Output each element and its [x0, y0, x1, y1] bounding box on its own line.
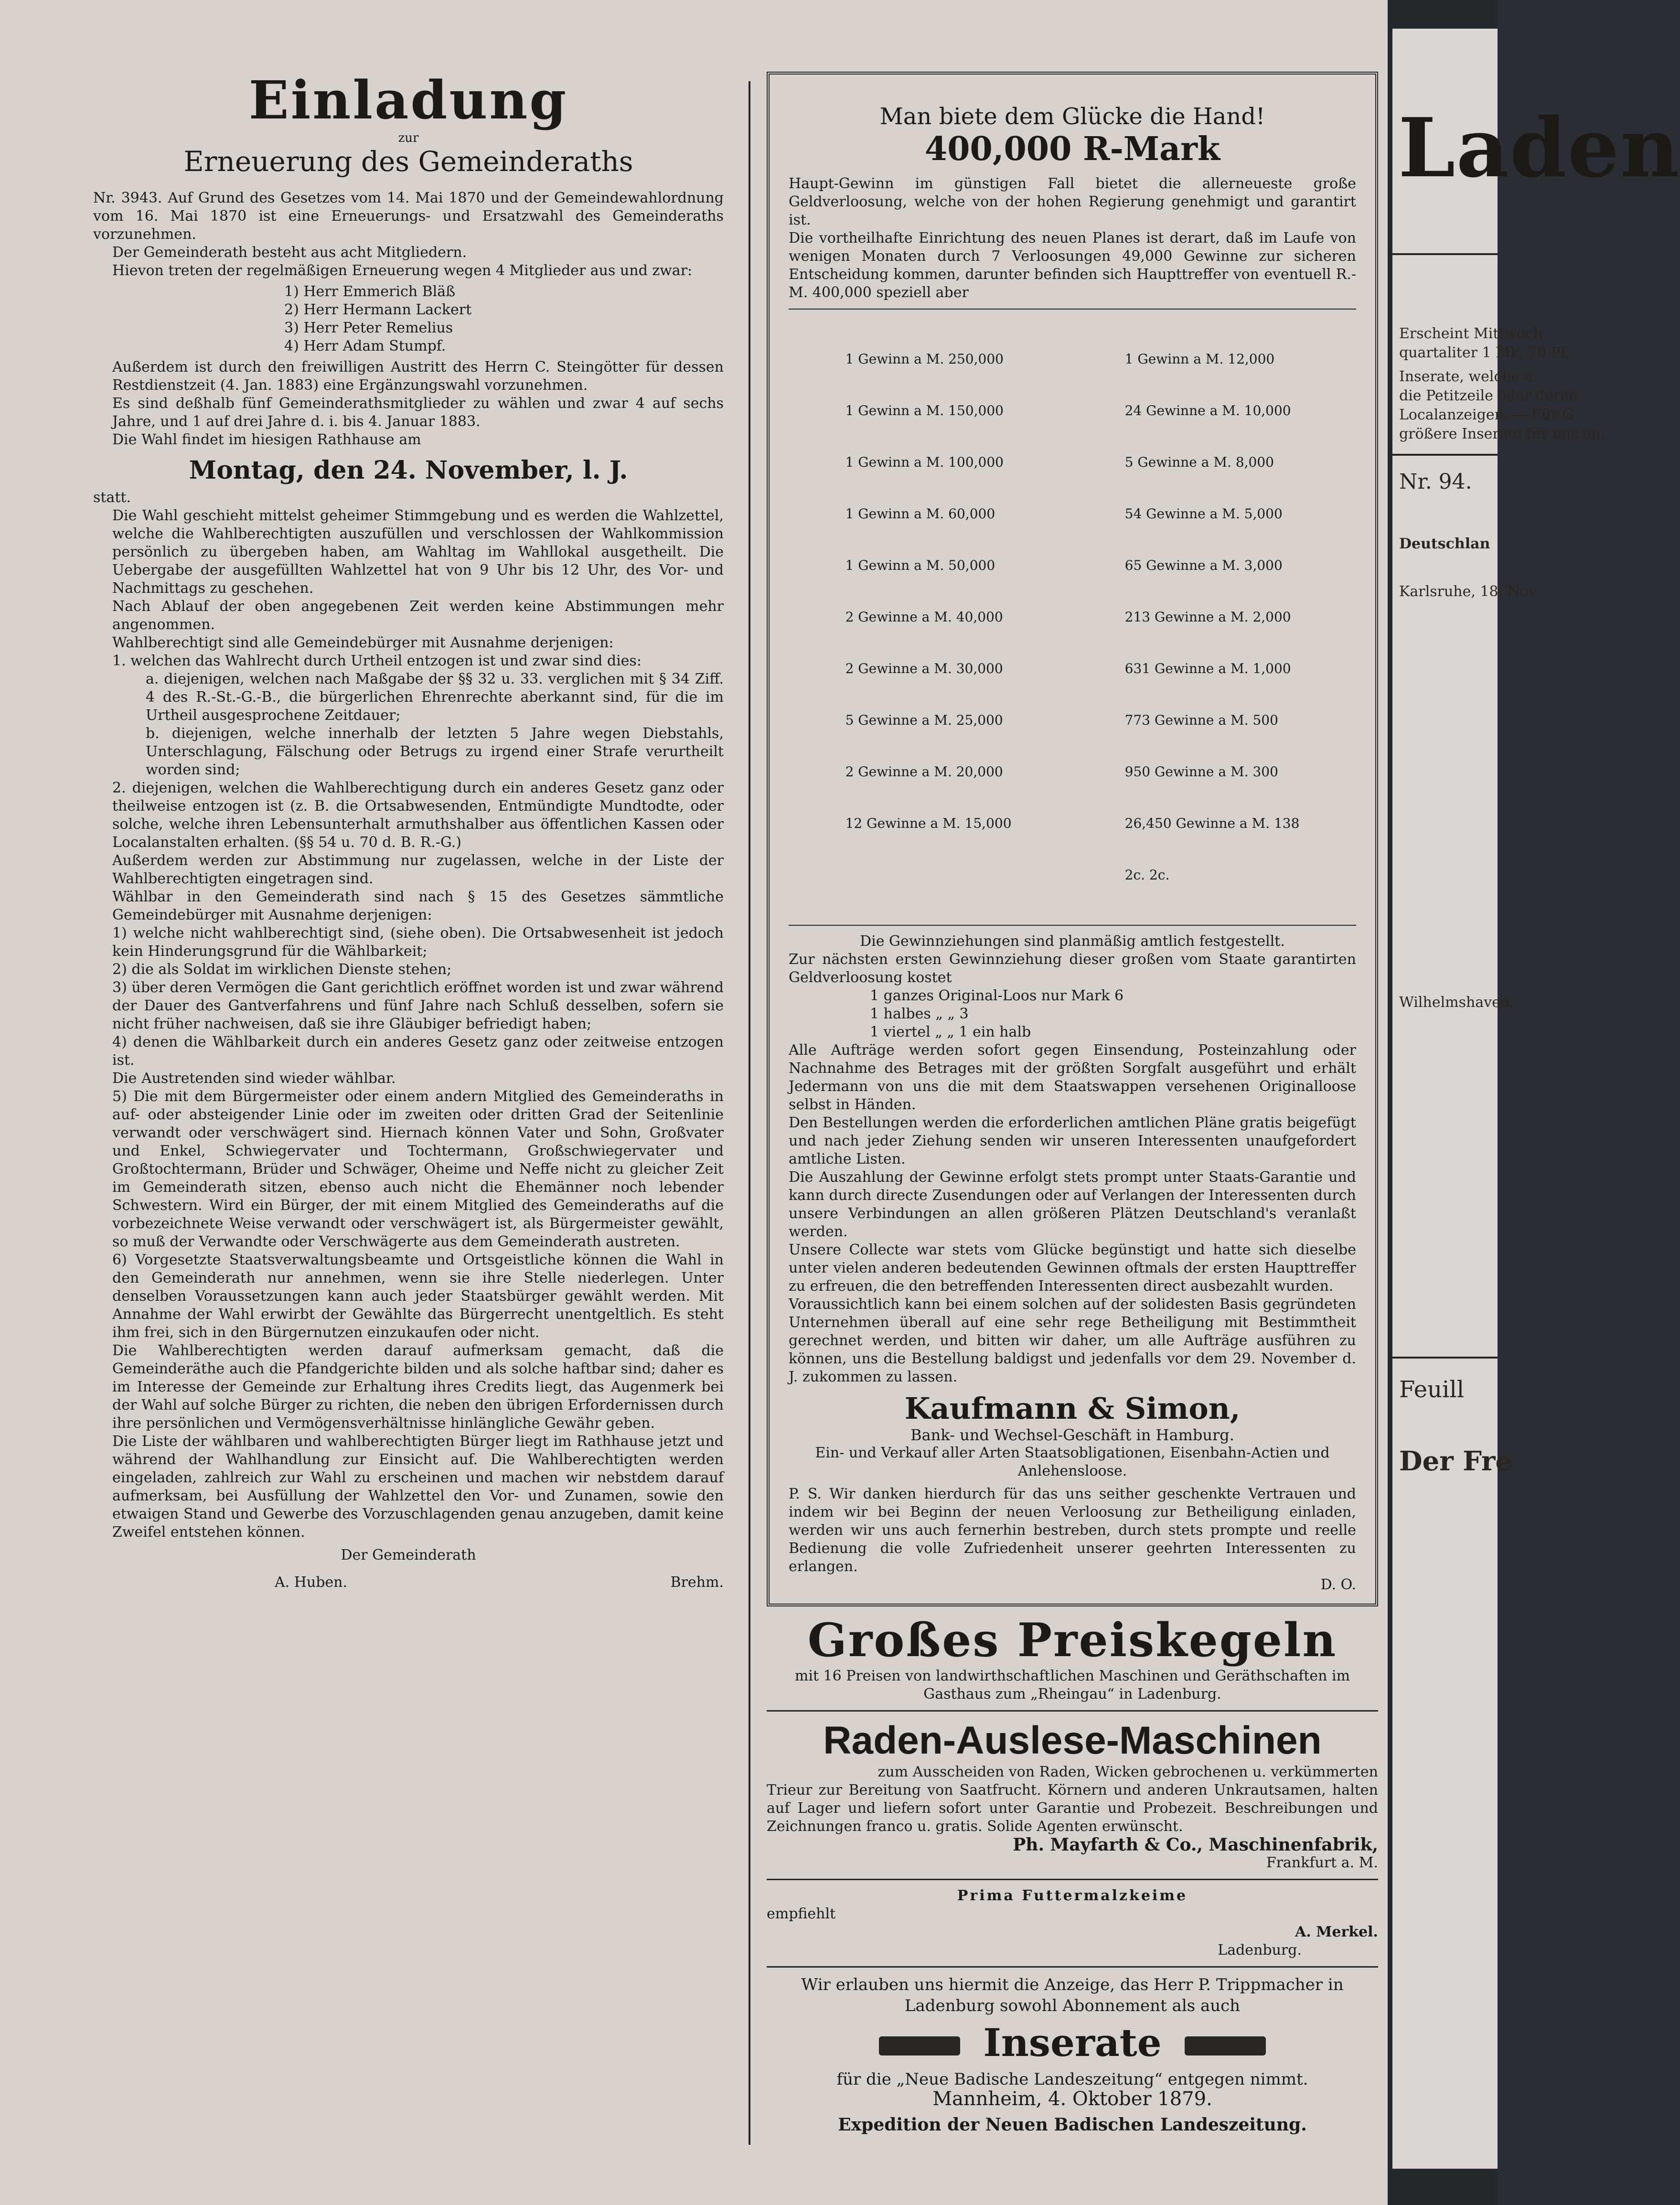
paragraph: Wählbar in den Gemeinderath sind nach § 15 des Gesetzes sämmtliche Gemeindebürger mit Ausnahme derjenigen:: [112, 888, 724, 923]
inserate-ad: [767, 1968, 1378, 2141]
next-page-line: größere Inserate für uns an.: [1399, 426, 1605, 442]
list-item: 1 halbes „ „ 3: [870, 1006, 969, 1022]
list-item: 26,450 Gewinne a M. 138: [1124, 815, 1300, 831]
list-item: 1 Gewinn a M. 150,000: [845, 403, 1004, 418]
list-item: 54 Gewinne a M. 5,000: [1124, 506, 1283, 522]
lottery-firm: Kaufmann & Simon,: [904, 1391, 1241, 1426]
ads-column: [767, 72, 1378, 2141]
paragraph: Die Auszahlung der Gewinne erfolgt stets prompt unter Staats-Garantie und kann durch directe Zusendungen oder auf Verlangen der Interessenten durch unsere Verbindungen an allen größeren Plätzen Deutschland's veranlaßt werden.: [789, 1169, 1356, 1240]
signature-right: Brehm.: [670, 1574, 724, 1591]
list-item: 12 Gewinne a M. 15,000: [845, 815, 1012, 831]
paragraph: Die Austretenden sind wieder wählbar.: [112, 1070, 396, 1087]
notice-subtitle: Erneuerung des Gemeinderaths: [183, 145, 633, 178]
inserate-p2: für die „Neue Badische Landeszeitung“ entgegen nimmt.: [836, 2070, 1308, 2089]
next-page-line: Deutschlan: [1399, 535, 1490, 552]
lottery-sum: 400,000 R-Mark: [924, 130, 1220, 168]
paragraph: Wahlberechtigt sind alle Gemeindebürger mit Ausnahme derjenigen:: [112, 634, 614, 651]
machines-side: zum Ausscheiden von Raden, Wicken gebrochenen u. verkümmerten: [877, 1764, 1378, 1780]
paragraph: Den Bestellungen werden die erforderlichen amtlichen Pläne gratis beigefügt und nach jeder Ziehung senden wir unseren Interessenten unaufgefordert amtliche Listen.: [789, 1114, 1356, 1167]
lottery-firm-sub: Bank- und Wechsel-Geschäft in Hamburg.: [910, 1426, 1234, 1444]
next-page-edge: [1392, 29, 1680, 2169]
prima-city: Ladenburg.: [1218, 1942, 1302, 1959]
ps-signature: D. O.: [1320, 1576, 1356, 1593]
paragraph: Alle Aufträge werden sofort gegen Einsendung, Posteinzahlung oder Nachnahme des Betrages mit der größten Sorgfalt ausgeführt und erhält Jedermann von uns die mit dem Staatswappen versehenen Originalloose selbst in Händen.: [789, 1042, 1356, 1113]
lottery-head: Man biete dem Glücke die Hand!: [879, 103, 1265, 130]
paragraph: P. S. Wir danken hierdurch für das uns seither geschenkte Vertrauen und indem wir bei Beginn der neuen Verloosung zur Betheiligung einladen, werden wir uns auch fernerhin bestreben, durch stets prompte und reelle Bedienung die volle Zufriedenheit unserer geehrten Interessenten zu erlangen.: [789, 1486, 1356, 1575]
paragraph: statt.: [93, 489, 131, 506]
prize-list-left: [845, 316, 1012, 918]
member-list: [284, 283, 724, 355]
list-item: 2c. 2c.: [1124, 867, 1170, 883]
kegeln-text: mit 16 Preisen von landwirthschaftlichen Maschinen und Geräthschaften im Gasthaus zum „Rheingau“ in Ladenburg.: [794, 1668, 1350, 1702]
paragraph: Die Liste der wählbaren und wahlberechtigten Bürger liegt im Rathhause jetzt und während der Wahlhandlung zur Einsicht auf. Die Wahlberechtigten werden eingeladen, zahlreich zur Wahl zu erscheinen und machen wir nebstdem darauf aufmerksam, bei Ausfüllung der Wahlzettel den Vor- und Zunamen, sowie den etwaigen Stand und Gewerbe des Vorzuschlagenden genau anzugeben, damit keine Zweifel entstehen können.: [112, 1433, 724, 1541]
paragraph: 1. welchen das Wahlrecht durch Urtheil entzogen ist und zwar sind dies:: [112, 653, 642, 669]
next-page-line: Localanzeigen. — Für G: [1399, 407, 1574, 423]
next-page-line: Feuill: [1399, 1376, 1465, 1403]
signature-left: A. Huben.: [275, 1574, 348, 1591]
paragraph: Ein- und Verkauf aller Arten Staatsobligationen, Eisenbahn-Actien und Anlehensloose.: [815, 1445, 1330, 1479]
paragraph: Die Wahlberechtigten werden darauf aufmerksam gemacht, daß die Gemeinderäthe auch die Pfandgerichte bilden und als solche haftbar sind; daher es im Interesse der Gemeinde zur Erhaltung ihres Credits liegt, das Augenmerk bei der Wahl auf solche Bürger zu richten, die neben den übrigen Erfordernissen durch ihre persönlichen und Vermögensverhältnisse hinlängliche Gewähr geben.: [112, 1342, 724, 1432]
paragraph: Es sind deßhalb fünf Gemeinderathsmitglieder zu wählen und zwar 4 auf sechs Jahre, und 1 auf drei Jahre d. i. bis 4. Januar 1883.: [112, 395, 724, 430]
divider: [1392, 454, 1498, 456]
list-item: 1 Gewinn a M. 12,000: [1124, 351, 1275, 367]
prima-title: Prima Futtermalzkeime: [957, 1887, 1188, 1904]
paragraph: Voraussichtlich kann bei einem solchen auf der solidesten Basis gegründeten Unternehmen überall auf eine sehr rege Betheiligung mit Bestimmtheit gerechnet werden, und bitten wir daher, um alle Aufträge ausführen zu können, uns die Bestellung baldigst und jedenfalls vor dem 29. November d. J. zukommen zu lassen.: [789, 1296, 1356, 1385]
list-item: 1 Gewinn a M. 100,000: [845, 454, 1004, 470]
list-item: 213 Gewinne a M. 2,000: [1124, 609, 1291, 625]
paragraph: 4) denen die Wählbarkeit durch ein anderes Gesetz ganz oder zeitweise entzogen ist.: [112, 1034, 724, 1069]
list-item: 2 Gewinne a M. 30,000: [845, 661, 1003, 676]
inserate-line: [767, 2020, 1378, 2065]
list-item: 4) Herr Adam Stumpf.: [284, 338, 446, 354]
list-item: 1) Herr Emmerich Bläß: [284, 283, 456, 300]
pointing-hand-icon: [879, 2036, 960, 2055]
prize-table: [789, 309, 1356, 926]
next-page-line: Karlsruhe, 18. Nov: [1399, 583, 1537, 600]
signature: [93, 1574, 724, 1591]
next-page-line: Wilhelmshaven,: [1399, 994, 1514, 1011]
paragraph: 1) welche nicht wahlberechtigt sind, (siehe oben). Die Ortsabwesenheit ist jedoch kein Hinderungsgrund für die Wählbarkeit;: [112, 925, 724, 960]
list-item: 773 Gewinne a M. 500: [1124, 712, 1278, 728]
notice-title: Einladung: [248, 69, 568, 131]
paragraph: 6) Vorgesetzte Staatsverwaltungsbeamte und Ortsgeistliche können die Wahl in den Gemeinderath nur annehmen, wenn sie ihre Stelle niederlegen. Unter denselben Voraussetzungen kann auch jeder Staatsbürger gewählt werden. Mit Annahme der Wahl erwirbt der Gewählte das Bürgerrecht unentgeltlich. Es steht ihm frei, sich in den Bürgernutzen einzukaufen oder nicht.: [112, 1252, 724, 1341]
machines-firm: Ph. Mayfarth & Co., Maschinenfabrik,: [1013, 1835, 1378, 1855]
paragraph: 2) die als Soldat im wirklichen Dienste stehen;: [112, 961, 452, 978]
paragraph: b. diejenigen, welche innerhalb der letzten 5 Jahre wegen Diebstahls, Unterschlagung, Fälschung oder Betrugs zu irgend einer Strafe verurtheilt worden sind;: [146, 725, 724, 778]
notice-zur: zur: [398, 131, 419, 145]
paragraph: Die Gewinnziehungen sind planmäßig amtlich festgestellt.: [860, 933, 1285, 950]
divider: [1392, 1357, 1498, 1359]
next-page-line: die Petitzeile oder deren: [1399, 387, 1578, 404]
paragraph: Haupt-Gewinn im günstigen Fall bietet die allerneueste große Geldverloosung, welche von der hohen Regierung genehmigt und garantirt ist.: [789, 175, 1356, 228]
election-notice: [93, 69, 724, 1591]
list-item: 1 Gewinn a M. 60,000: [845, 506, 995, 522]
list-item: 3) Herr Peter Remelius: [284, 320, 453, 336]
machines-title: Raden-Auslese-Maschinen: [823, 1719, 1322, 1762]
paragraph: Die vortheilhafte Einrichtung des neuen Planes ist derart, daß im Laufe von wenigen Monaten durch 7 Verloosungen 49,000 Gewinne zur sicheren Entscheidung kommen, darunter befinden sich Haupttreffer von eventuell R.-M. 400,000 speziell aber: [789, 230, 1356, 301]
next-page-line: Der Fre: [1399, 1445, 1513, 1477]
list-item: 2 Gewinne a M. 20,000: [845, 764, 1003, 780]
list-item: 1 viertel „ „ 1 ein halb: [870, 1024, 1031, 1040]
prima-ad: [767, 1880, 1378, 1968]
list-item: 631 Gewinne a M. 1,000: [1124, 661, 1291, 676]
list-item: 5 Gewinne a M. 8,000: [1124, 454, 1274, 470]
kegeln-title: Großes Preiskegeln: [807, 1613, 1338, 1667]
paragraph: Nach Ablauf der oben angegebenen Zeit werden keine Abstimmungen mehr angenommen.: [112, 598, 724, 633]
prima-empf: empfiehlt: [767, 1905, 836, 1922]
inserate-word: Inserate: [983, 2020, 1162, 2065]
machines-text: Trieur zur Bereitung von Saatfrucht. Körnern und anderen Unkrautsamen, halten auf Lager und liefern sofort unter Garantie und Probezeit. Beschreibungen und Zeichnungen franco u. gratis. Solide Agenten erwünscht.: [767, 1782, 1378, 1835]
next-page-line: Nr. 94.: [1399, 470, 1472, 494]
price-list: [870, 987, 1356, 1041]
election-date: Montag, den 24. November, l. J.: [189, 456, 628, 485]
list-item: 5 Gewinne a M. 25,000: [845, 712, 1003, 728]
paragraph: a. diejenigen, welchen nach Maßgabe der §§ 32 u. 33. verglichen mit § 34 Ziff. 4 des R.-St.-G.-B., die bürgerlichen Ehrenrechte aberkannt sind, für die im Urtheil ausgesprochene Zeitdauer;: [146, 671, 724, 724]
paragraph: Unsere Collecte war stets vom Glücke begünstigt und hatte sich dieselbe unter vielen anderen bedeutenden Gewinnen oftmals der ersten Haupttreffer zu erfreuen, die den betreffenden Interessenten direct ausbezahlt wurden.: [789, 1242, 1356, 1295]
list-item: 24 Gewinne a M. 10,000: [1124, 403, 1291, 418]
next-page-line: Inserate, welche a: [1399, 368, 1533, 385]
paragraph: Außerdem ist durch den freiwilligen Austritt des Herrn C. Steingötter für dessen Restdienstzeit (4. Jan. 1883) eine Ergänzungswahl vorzunehmen.: [112, 359, 724, 394]
next-page-line: Erscheint Mittwoch: [1399, 325, 1543, 342]
next-page-line: quartaliter 1 Mk. 70 Pf.: [1399, 344, 1570, 361]
paragraph: 3) über deren Vermögen die Gant gerichtlich eröffnet worden ist und zwar während der Dauer des Gantverfahrens und fünf Jahre nach Schluß desselben, sofern sie nicht früher nachweisen, daß sie ihre Gläubiger befriedigt haben;: [112, 979, 724, 1032]
list-item: 1 Gewinn a M. 250,000: [845, 351, 1004, 367]
next-page-masthead: Laden: [1398, 100, 1680, 196]
list-item: 2) Herr Hermann Lackert: [284, 301, 472, 318]
machines-ad: [767, 1712, 1378, 1880]
inserate-signature: Expedition der Neuen Badischen Landeszeitung.: [838, 2115, 1307, 2135]
paragraph: 2. diejenigen, welchen die Wahlberechtigung durch ein anderes Gesetz ganz oder theilweise entzogen ist (z. B. die Ortsabwesenden, Entmündigte Mundtodte, oder solche, welche ihren Lebensunterhalt armuthshalber aus öffentlichen Kassen oder Localanstalten erhalten. (§§ 54 u. 70 d. B. R.-G.): [112, 780, 724, 851]
paragraph: Nr. 3943. Auf Grund des Gesetzes vom 14. Mai 1870 und der Gemeindewahlordnung vom 16. Mai 1870 ist eine Erneuerungs- und Ersatzwahl des Gemeinderaths vorzunehmen.: [93, 190, 724, 243]
pointing-hand-icon: [1185, 2036, 1266, 2055]
paragraph: Außerdem werden zur Abstimmung nur zugelassen, welche in der Liste der Wahlberechtigten eingetragen sind.: [112, 852, 724, 887]
paragraph: Hievon treten der regelmäßigen Erneuerung wegen 4 Mitglieder aus und zwar:: [112, 262, 693, 279]
list-item: 1 Gewinn a M. 50,000: [845, 557, 995, 573]
list-item: 2 Gewinne a M. 40,000: [845, 609, 1003, 625]
paragraph: Die Wahl findet im hiesigen Rathhause am: [112, 431, 421, 448]
list-item: 950 Gewinne a M. 300: [1124, 764, 1278, 780]
prima-firm: A. Merkel.: [1295, 1924, 1378, 1940]
list-item: 1 ganzes Original-Loos nur Mark 6: [870, 987, 1124, 1004]
paragraph: Der Gemeinderath besteht aus acht Mitgliedern.: [112, 244, 467, 261]
column-rule: [749, 81, 750, 2145]
paragraph: 5) Die mit dem Bürgermeister oder einem andern Mitglied des Gemeinderaths in auf- oder absteigender Linie oder im zweiten oder dritten Grad der Seitenlinie verwandt oder verschwägert sind. Hiernach können Vater und Sohn, Großvater und Enkel, Schwiegervater und Tochtermann, Großschwiegervater und Großtochtermann, Brüder und Schwäger, Oheime und Neffe nicht zu gleicher Zeit im Gemeinderath sitzen, ebenso auch nicht die Ehemänner noch lebender Schwestern. Wird ein Bürger, der mit einem Mitglied des Gemeinderaths auf die vorbezeichnete Weise verwandt oder verschwägert ist, als Bürgermeister gewählt, so muß der Verwandte oder Verschwägerte aus dem Gemeinderath austreten.: [112, 1088, 724, 1250]
prize-list-right: [1125, 316, 1300, 918]
paragraph: Zur nächsten ersten Gewinnziehung dieser großen vom Staate garantirten Geldverloosung kostet: [789, 951, 1356, 986]
list-item: 65 Gewinne a M. 3,000: [1124, 557, 1283, 573]
signature-head: Der Gemeinderath: [341, 1547, 476, 1563]
lottery-ad: [767, 72, 1378, 1606]
divider: [1392, 253, 1498, 255]
inserate-date: Mannheim, 4. Oktober 1879.: [932, 2088, 1212, 2110]
kegeln-ad: [767, 1606, 1378, 1712]
inserate-p1: Wir erlauben uns hiermit die Anzeige, das Herr P. Trippmacher in Ladenburg sowohl Abonnement als auch: [801, 1975, 1344, 2015]
machines-city: Frankfurt a. M.: [1266, 1854, 1378, 1871]
paragraph: Die Wahl geschieht mittelst geheimer Stimmgebung und es werden die Wahlzettel, welche die Wahlberechtigten auszufüllen und verschlossen der Wahlkommission persönlich zu übergeben haben, am Wahltag im Wahllokal ausgetheilt. Die Uebergabe der ausgefüllten Wahlzettel hat von 9 Uhr bis 12 Uhr, des Vor- und Nachmittags zu geschehen.: [112, 507, 724, 597]
